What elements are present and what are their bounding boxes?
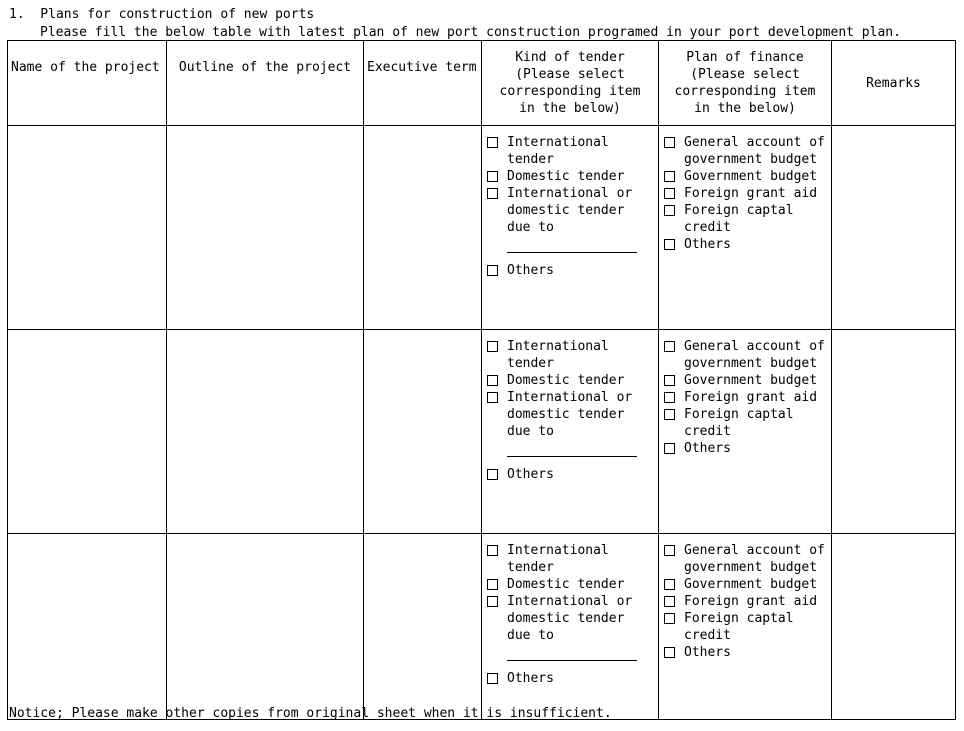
- header-tender-line: Kind of tender: [515, 50, 625, 65]
- table-row: [8, 330, 956, 534]
- reason-blank-line[interactable]: [507, 239, 637, 253]
- port-plan-table: [7, 40, 956, 720]
- checkbox[interactable]: [664, 375, 675, 386]
- option-label: International tender: [507, 543, 609, 575]
- option-label: Others: [507, 263, 554, 278]
- project-name-cell[interactable]: [8, 330, 167, 534]
- tender-option-international: [487, 134, 654, 168]
- option-label: Domestic tender: [507, 169, 625, 184]
- checkbox[interactable]: [664, 392, 675, 403]
- reason-line-row: [487, 236, 654, 253]
- option-label: International or domestic tender due to: [507, 186, 633, 235]
- checkbox[interactable]: [664, 239, 675, 250]
- tender-cell: [482, 330, 659, 534]
- checkbox[interactable]: [487, 188, 498, 199]
- table-row: [8, 126, 956, 330]
- tender-option-others: [487, 262, 654, 279]
- finance-option-government-budget: [664, 168, 827, 185]
- option-label: General account of government budget: [684, 339, 825, 371]
- checkbox[interactable]: [487, 265, 498, 276]
- option-label: Foreign captal credit: [684, 203, 794, 235]
- option-label: Domestic tender: [507, 577, 625, 592]
- finance-option-foreign-credit: [664, 202, 827, 236]
- tender-option-domestic: [487, 576, 654, 593]
- finance-cell: [659, 126, 832, 330]
- project-name-cell[interactable]: [8, 126, 167, 330]
- finance-cell: [659, 534, 832, 720]
- header-tender: [482, 41, 659, 126]
- section-instruction: Please fill the below table with latest plan of new port construction programed in your port development plan.: [40, 25, 901, 40]
- checkbox[interactable]: [487, 137, 498, 148]
- header-remarks: Remarks: [832, 41, 956, 126]
- tender-option-intl-or-domestic: [487, 593, 654, 644]
- checkbox[interactable]: [664, 341, 675, 352]
- checkbox[interactable]: [664, 188, 675, 199]
- reason-blank-line[interactable]: [507, 443, 637, 457]
- checkbox[interactable]: [487, 545, 498, 556]
- option-label: Foreign grant aid: [684, 594, 818, 609]
- checkbox[interactable]: [487, 579, 498, 590]
- spacer: [487, 457, 654, 466]
- header-finance-line: in the below): [694, 101, 796, 116]
- checkbox[interactable]: [487, 673, 498, 684]
- finance-option-foreign-credit: [664, 406, 827, 440]
- tender-option-intl-or-domestic: [487, 185, 654, 236]
- finance-option-government-budget: [664, 372, 827, 389]
- project-name-cell[interactable]: [8, 534, 167, 720]
- header-term: Executive term: [364, 41, 482, 126]
- option-label: General account of government budget: [684, 135, 825, 167]
- option-label: Government budget: [684, 169, 818, 184]
- option-label: Foreign grant aid: [684, 390, 818, 405]
- checkbox[interactable]: [664, 137, 675, 148]
- remarks-cell[interactable]: [832, 330, 956, 534]
- finance-option-general-account: [664, 338, 827, 372]
- remarks-cell[interactable]: [832, 126, 956, 330]
- tender-option-domestic: [487, 168, 654, 185]
- tender-option-international: [487, 542, 654, 576]
- checkbox[interactable]: [487, 341, 498, 352]
- checkbox[interactable]: [487, 392, 498, 403]
- reason-blank-line[interactable]: [507, 647, 637, 661]
- finance-option-general-account: [664, 134, 827, 168]
- header-finance-line: (Please select: [690, 67, 800, 82]
- checkbox[interactable]: [664, 579, 675, 590]
- finance-option-others: [664, 440, 827, 457]
- option-label: Foreign captal credit: [684, 407, 794, 439]
- option-label: Others: [507, 467, 554, 482]
- header-finance-line: Plan of finance: [686, 50, 804, 65]
- notice-text: Notice; Please make other copies from original sheet when it is insufficient.: [9, 706, 612, 721]
- section-heading: 1. Plans for construction of new ports: [9, 7, 315, 22]
- checkbox[interactable]: [487, 171, 498, 182]
- header-row: [8, 41, 956, 126]
- project-outline-cell[interactable]: [167, 330, 364, 534]
- finance-option-government-budget: [664, 576, 827, 593]
- finance-option-foreign-grant: [664, 185, 827, 202]
- option-label: International tender: [507, 135, 609, 167]
- header-finance-line: corresponding item: [674, 84, 816, 99]
- checkbox[interactable]: [664, 596, 675, 607]
- finance-option-general-account: [664, 542, 827, 576]
- option-label: Others: [684, 645, 731, 660]
- option-label: International tender: [507, 339, 609, 371]
- tender-option-others: [487, 670, 654, 687]
- option-label: Others: [507, 671, 554, 686]
- header-name: Name of the project: [8, 41, 167, 126]
- tender-option-others: [487, 466, 654, 483]
- checkbox[interactable]: [664, 443, 675, 454]
- table-row: [8, 534, 956, 720]
- executive-term-cell[interactable]: [364, 534, 482, 720]
- header-tender-line: in the below): [519, 101, 621, 116]
- option-label: Others: [684, 237, 731, 252]
- option-label: Foreign captal credit: [684, 611, 794, 643]
- option-label: General account of government budget: [684, 543, 825, 575]
- finance-option-others: [664, 644, 827, 661]
- finance-cell: [659, 330, 832, 534]
- header-tender-line: (Please select: [515, 67, 625, 82]
- header-outline: Outline of the project: [167, 41, 364, 126]
- option-label: Domestic tender: [507, 373, 625, 388]
- tender-option-international: [487, 338, 654, 372]
- checkbox[interactable]: [664, 409, 675, 420]
- header-finance: [659, 41, 832, 126]
- finance-option-foreign-grant: [664, 593, 827, 610]
- option-label: Others: [684, 441, 731, 456]
- tender-cell: [482, 534, 659, 720]
- spacer: [487, 661, 654, 670]
- executive-term-cell[interactable]: [364, 330, 482, 534]
- checkbox[interactable]: [664, 613, 675, 624]
- tender-cell: [482, 126, 659, 330]
- checkbox[interactable]: [487, 596, 498, 607]
- tender-option-domestic: [487, 372, 654, 389]
- executive-term-cell[interactable]: [364, 126, 482, 330]
- checkbox[interactable]: [487, 375, 498, 386]
- finance-option-foreign-credit: [664, 610, 827, 644]
- checkbox[interactable]: [664, 171, 675, 182]
- project-outline-cell[interactable]: [167, 126, 364, 330]
- option-label: Government budget: [684, 373, 818, 388]
- finance-option-others: [664, 236, 827, 253]
- remarks-cell[interactable]: [832, 534, 956, 720]
- reason-line-row: [487, 644, 654, 661]
- option-label: Foreign grant aid: [684, 186, 818, 201]
- spacer: [487, 253, 654, 262]
- option-label: Government budget: [684, 577, 818, 592]
- option-label: International or domestic tender due to: [507, 594, 633, 643]
- reason-line-row: [487, 440, 654, 457]
- header-tender-line: corresponding item: [499, 84, 641, 99]
- project-outline-cell[interactable]: [167, 534, 364, 720]
- checkbox[interactable]: [664, 545, 675, 556]
- finance-option-foreign-grant: [664, 389, 827, 406]
- checkbox[interactable]: [487, 469, 498, 480]
- checkbox[interactable]: [664, 205, 675, 216]
- tender-option-intl-or-domestic: [487, 389, 654, 440]
- checkbox[interactable]: [664, 647, 675, 658]
- option-label: International or domestic tender due to: [507, 390, 633, 439]
